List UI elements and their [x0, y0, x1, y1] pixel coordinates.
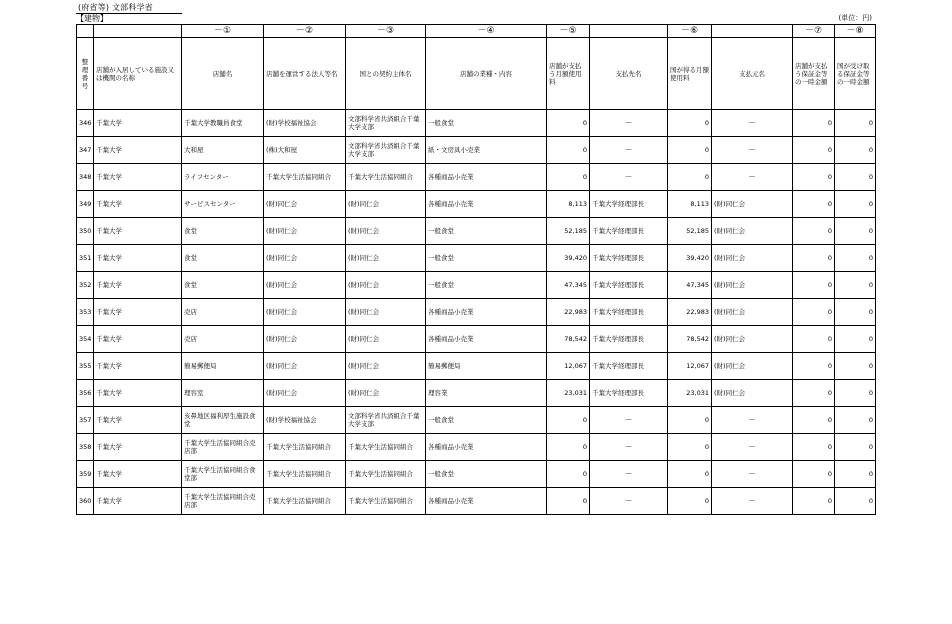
payee-name: －: [590, 137, 668, 164]
shop-name: 理容室: [182, 380, 264, 407]
operator-name: 千葉大学生活協同組合: [264, 488, 346, 515]
operator-name: 千葉大学生活協同組合: [264, 461, 346, 488]
column-number: －②: [264, 25, 346, 38]
facility-name: 千葉大学: [94, 407, 182, 434]
facility-name: 千葉大学: [94, 488, 182, 515]
deposit-paid: 0: [793, 353, 835, 380]
business-type: 各種商品小売業: [426, 326, 547, 353]
table-row: [77, 110, 876, 137]
contractor-name: 千葉大学生活協同組合: [346, 461, 426, 488]
contractor-name: (財)同仁会: [346, 380, 426, 407]
shop-table: [76, 24, 876, 515]
deposit-paid: 0: [793, 191, 835, 218]
payee-name: －: [590, 407, 668, 434]
column-header: 店舗の業種・内容: [426, 38, 547, 110]
operator-name: (財)同仁会: [264, 326, 346, 353]
deposit-received: 0: [835, 380, 876, 407]
column-number: [590, 25, 668, 38]
payee-name: 千葉大学経理部長: [590, 218, 668, 245]
monthly-fee: 8,113: [547, 191, 590, 218]
government-fee: 0: [668, 137, 712, 164]
monthly-fee: 12,067: [547, 353, 590, 380]
monthly-fee: 0: [547, 434, 590, 461]
business-type: 各種商品小売業: [426, 299, 547, 326]
payer-name: (財)同仁会: [712, 272, 793, 299]
contractor-name: 千葉大学生活協同組合: [346, 488, 426, 515]
operator-name: (財)学校福祉協会: [264, 407, 346, 434]
operator-name: (財)学校福祉協会: [264, 110, 346, 137]
government-fee: 0: [668, 110, 712, 137]
payer-name: －: [712, 488, 793, 515]
column-header: 支払先名: [590, 38, 668, 110]
column-number: －⑦: [793, 25, 835, 38]
column-header: 国が受け取る保証金等の一時金額: [835, 38, 876, 110]
row-number: 358: [77, 434, 94, 461]
deposit-received: 0: [835, 434, 876, 461]
column-header: 店舗が入居している施設又は機関の名称: [94, 38, 182, 110]
government-fee: 22,983: [668, 299, 712, 326]
payer-name: (財)同仁会: [712, 191, 793, 218]
monthly-fee: 39,420: [547, 245, 590, 272]
operator-name: (財)同仁会: [264, 218, 346, 245]
operator-name: (財)同仁会: [264, 191, 346, 218]
deposit-paid: 0: [793, 137, 835, 164]
deposit-received: 0: [835, 353, 876, 380]
facility-name: 千葉大学: [94, 164, 182, 191]
facility-name: 千葉大学: [94, 218, 182, 245]
table-row: [77, 353, 876, 380]
operator-name: 千葉大学生活協同組合: [264, 434, 346, 461]
table-row: [77, 461, 876, 488]
column-number: [77, 25, 94, 38]
government-fee: 52,185: [668, 218, 712, 245]
facility-name: 千葉大学: [94, 326, 182, 353]
government-fee: 0: [668, 488, 712, 515]
payee-name: 千葉大学経理部長: [590, 245, 668, 272]
business-type: 各種商品小売業: [426, 191, 547, 218]
contractor-name: 文部科学省共済組合千葉大学支部: [346, 137, 426, 164]
row-number: 346: [77, 110, 94, 137]
shop-name: サービスセンター: [182, 191, 264, 218]
payer-name: (財)同仁会: [712, 326, 793, 353]
operator-name: (財)同仁会: [264, 380, 346, 407]
deposit-paid: 0: [793, 380, 835, 407]
column-number: －①: [182, 25, 264, 38]
business-type: 一般食堂: [426, 218, 547, 245]
government-fee: 12,067: [668, 353, 712, 380]
payee-name: 千葉大学経理部長: [590, 299, 668, 326]
operator-name: (財)同仁会: [264, 353, 346, 380]
payer-name: (財)同仁会: [712, 353, 793, 380]
monthly-fee: 0: [547, 164, 590, 191]
row-number: 353: [77, 299, 94, 326]
table-row: [77, 488, 876, 515]
government-fee: 39,420: [668, 245, 712, 272]
column-header: 店舗が支払う月額使用料: [547, 38, 590, 110]
contractor-name: (財)同仁会: [346, 272, 426, 299]
shop-name: 千葉大学生活協同組合売店部: [182, 488, 264, 515]
shop-name: 食堂: [182, 245, 264, 272]
payer-name: －: [712, 461, 793, 488]
deposit-received: 0: [835, 137, 876, 164]
row-number: 347: [77, 137, 94, 164]
business-type: 紙・文房具小売業: [426, 137, 547, 164]
deposit-paid: 0: [793, 245, 835, 272]
table-row: [77, 218, 876, 245]
payer-name: －: [712, 164, 793, 191]
facility-name: 千葉大学: [94, 299, 182, 326]
shop-name: 千葉大学教職員食堂: [182, 110, 264, 137]
row-number: 356: [77, 380, 94, 407]
deposit-paid: 0: [793, 272, 835, 299]
business-type: 理容業: [426, 380, 547, 407]
deposit-received: 0: [835, 326, 876, 353]
shop-name: 亥鼻地区福利厚生施設食堂: [182, 407, 264, 434]
payee-name: －: [590, 488, 668, 515]
table-row: [77, 164, 876, 191]
facility-name: 千葉大学: [94, 272, 182, 299]
deposit-paid: 0: [793, 164, 835, 191]
business-type: 各種商品小売業: [426, 488, 547, 515]
deposit-paid: 0: [793, 218, 835, 245]
payer-name: －: [712, 407, 793, 434]
business-type: 一般食堂: [426, 461, 547, 488]
deposit-received: 0: [835, 110, 876, 137]
deposit-paid: 0: [793, 488, 835, 515]
table-row: [77, 380, 876, 407]
deposit-paid: 0: [793, 110, 835, 137]
row-number: 350: [77, 218, 94, 245]
shop-name: 売店: [182, 326, 264, 353]
contractor-name: 文部科学省共済組合千葉大学支部: [346, 407, 426, 434]
column-number: [712, 25, 793, 38]
row-number: 360: [77, 488, 94, 515]
deposit-paid: 0: [793, 407, 835, 434]
payee-name: 千葉大学経理部長: [590, 272, 668, 299]
payee-name: －: [590, 434, 668, 461]
business-type: 各種商品小売業: [426, 164, 547, 191]
column-header: 店舗が支払う保証金等の一時金額: [793, 38, 835, 110]
table-row: [77, 272, 876, 299]
deposit-received: 0: [835, 272, 876, 299]
monthly-fee: 78,542: [547, 326, 590, 353]
contractor-name: (財)同仁会: [346, 245, 426, 272]
deposit-received: 0: [835, 164, 876, 191]
deposit-received: 0: [835, 488, 876, 515]
table-row: [77, 245, 876, 272]
facility-name: 千葉大学: [94, 380, 182, 407]
payer-name: －: [712, 137, 793, 164]
table-row: [77, 191, 876, 218]
column-header: 国が得る月額使用料: [668, 38, 712, 110]
column-number: [94, 25, 182, 38]
payer-name: (財)同仁会: [712, 299, 793, 326]
contractor-name: (財)同仁会: [346, 191, 426, 218]
column-number: －③: [346, 25, 426, 38]
deposit-received: 0: [835, 461, 876, 488]
contractor-name: (財)同仁会: [346, 326, 426, 353]
shop-name: 千葉大学生活協同組合売店部: [182, 434, 264, 461]
facility-name: 千葉大学: [94, 191, 182, 218]
payer-name: －: [712, 110, 793, 137]
facility-name: 千葉大学: [94, 353, 182, 380]
operator-name: 千葉大学生活協同組合: [264, 164, 346, 191]
column-number: －④: [426, 25, 547, 38]
row-number: 357: [77, 407, 94, 434]
column-header: 整理番号: [77, 38, 94, 110]
row-number: 351: [77, 245, 94, 272]
payer-name: (財)同仁会: [712, 218, 793, 245]
contractor-name: (財)同仁会: [346, 299, 426, 326]
category-label: 【建物】: [76, 14, 108, 23]
deposit-received: 0: [835, 191, 876, 218]
table-row: [77, 407, 876, 434]
column-label-row: [77, 38, 876, 110]
monthly-fee: 0: [547, 488, 590, 515]
shop-name: ライフセンター: [182, 164, 264, 191]
government-fee: 0: [668, 164, 712, 191]
payee-name: －: [590, 461, 668, 488]
facility-name: 千葉大学: [94, 137, 182, 164]
monthly-fee: 0: [547, 407, 590, 434]
operator-name: (株)大和屋: [264, 137, 346, 164]
payee-name: 千葉大学経理部長: [590, 353, 668, 380]
government-fee: 8,113: [668, 191, 712, 218]
shop-name: 千葉大学生活協同組合食堂部: [182, 461, 264, 488]
row-number: 352: [77, 272, 94, 299]
monthly-fee: 22,983: [547, 299, 590, 326]
contractor-name: 千葉大学生活協同組合: [346, 164, 426, 191]
shop-name: 食堂: [182, 218, 264, 245]
contractor-name: (財)同仁会: [346, 218, 426, 245]
deposit-paid: 0: [793, 299, 835, 326]
business-type: 一般食堂: [426, 407, 547, 434]
monthly-fee: 0: [547, 110, 590, 137]
deposit-paid: 0: [793, 326, 835, 353]
table-row: [77, 326, 876, 353]
business-type: 一般食堂: [426, 110, 547, 137]
monthly-fee: 47,345: [547, 272, 590, 299]
shop-name: 大和屋: [182, 137, 264, 164]
contractor-name: 千葉大学生活協同組合: [346, 434, 426, 461]
table-body: [77, 110, 876, 515]
row-number: 355: [77, 353, 94, 380]
row-number: 359: [77, 461, 94, 488]
column-number: －⑧: [835, 25, 876, 38]
column-header: 店舗名: [182, 38, 264, 110]
shop-name: 売店: [182, 299, 264, 326]
contractor-name: (財)同仁会: [346, 353, 426, 380]
government-fee: 0: [668, 434, 712, 461]
facility-name: 千葉大学: [94, 245, 182, 272]
column-header: 店舗を運営する法人等名: [264, 38, 346, 110]
facility-name: 千葉大学: [94, 434, 182, 461]
table-row: [77, 137, 876, 164]
deposit-received: 0: [835, 407, 876, 434]
payee-name: －: [590, 164, 668, 191]
monthly-fee: 23,031: [547, 380, 590, 407]
column-header: 国との契約主体名: [346, 38, 426, 110]
facility-name: 千葉大学: [94, 461, 182, 488]
government-fee: 0: [668, 407, 712, 434]
unit-label: (単位：円): [838, 14, 872, 22]
operator-name: (財)同仁会: [264, 272, 346, 299]
monthly-fee: 0: [547, 461, 590, 488]
payer-name: (財)同仁会: [712, 245, 793, 272]
deposit-paid: 0: [793, 434, 835, 461]
ministry-header: (府省等) 文部科学省: [78, 3, 153, 12]
operator-name: (財)同仁会: [264, 299, 346, 326]
shop-name: 食堂: [182, 272, 264, 299]
payee-name: 千葉大学経理部長: [590, 191, 668, 218]
table-row: [77, 299, 876, 326]
contractor-name: 文部科学省共済組合千葉大学支部: [346, 110, 426, 137]
operator-name: (財)同仁会: [264, 245, 346, 272]
row-number: 349: [77, 191, 94, 218]
column-header: 支払元名: [712, 38, 793, 110]
business-type: 簡易郵便局: [426, 353, 547, 380]
business-type: 各種商品小売業: [426, 434, 547, 461]
row-number: 348: [77, 164, 94, 191]
deposit-received: 0: [835, 245, 876, 272]
monthly-fee: 0: [547, 137, 590, 164]
table-row: [77, 434, 876, 461]
government-fee: 47,345: [668, 272, 712, 299]
business-type: 一般食堂: [426, 245, 547, 272]
column-number: －⑥: [668, 25, 712, 38]
shop-name: 簡易郵便局: [182, 353, 264, 380]
facility-name: 千葉大学: [94, 110, 182, 137]
deposit-paid: 0: [793, 461, 835, 488]
government-fee: 0: [668, 461, 712, 488]
government-fee: 23,031: [668, 380, 712, 407]
payer-name: (財)同仁会: [712, 380, 793, 407]
deposit-received: 0: [835, 299, 876, 326]
column-number-row: [77, 25, 876, 38]
row-number: 354: [77, 326, 94, 353]
column-number: －⑤: [547, 25, 590, 38]
payee-name: 千葉大学経理部長: [590, 326, 668, 353]
business-type: 一般食堂: [426, 272, 547, 299]
payee-name: －: [590, 110, 668, 137]
deposit-received: 0: [835, 218, 876, 245]
monthly-fee: 52,185: [547, 218, 590, 245]
government-fee: 78,542: [668, 326, 712, 353]
payer-name: －: [712, 434, 793, 461]
payee-name: 千葉大学経理部長: [590, 380, 668, 407]
